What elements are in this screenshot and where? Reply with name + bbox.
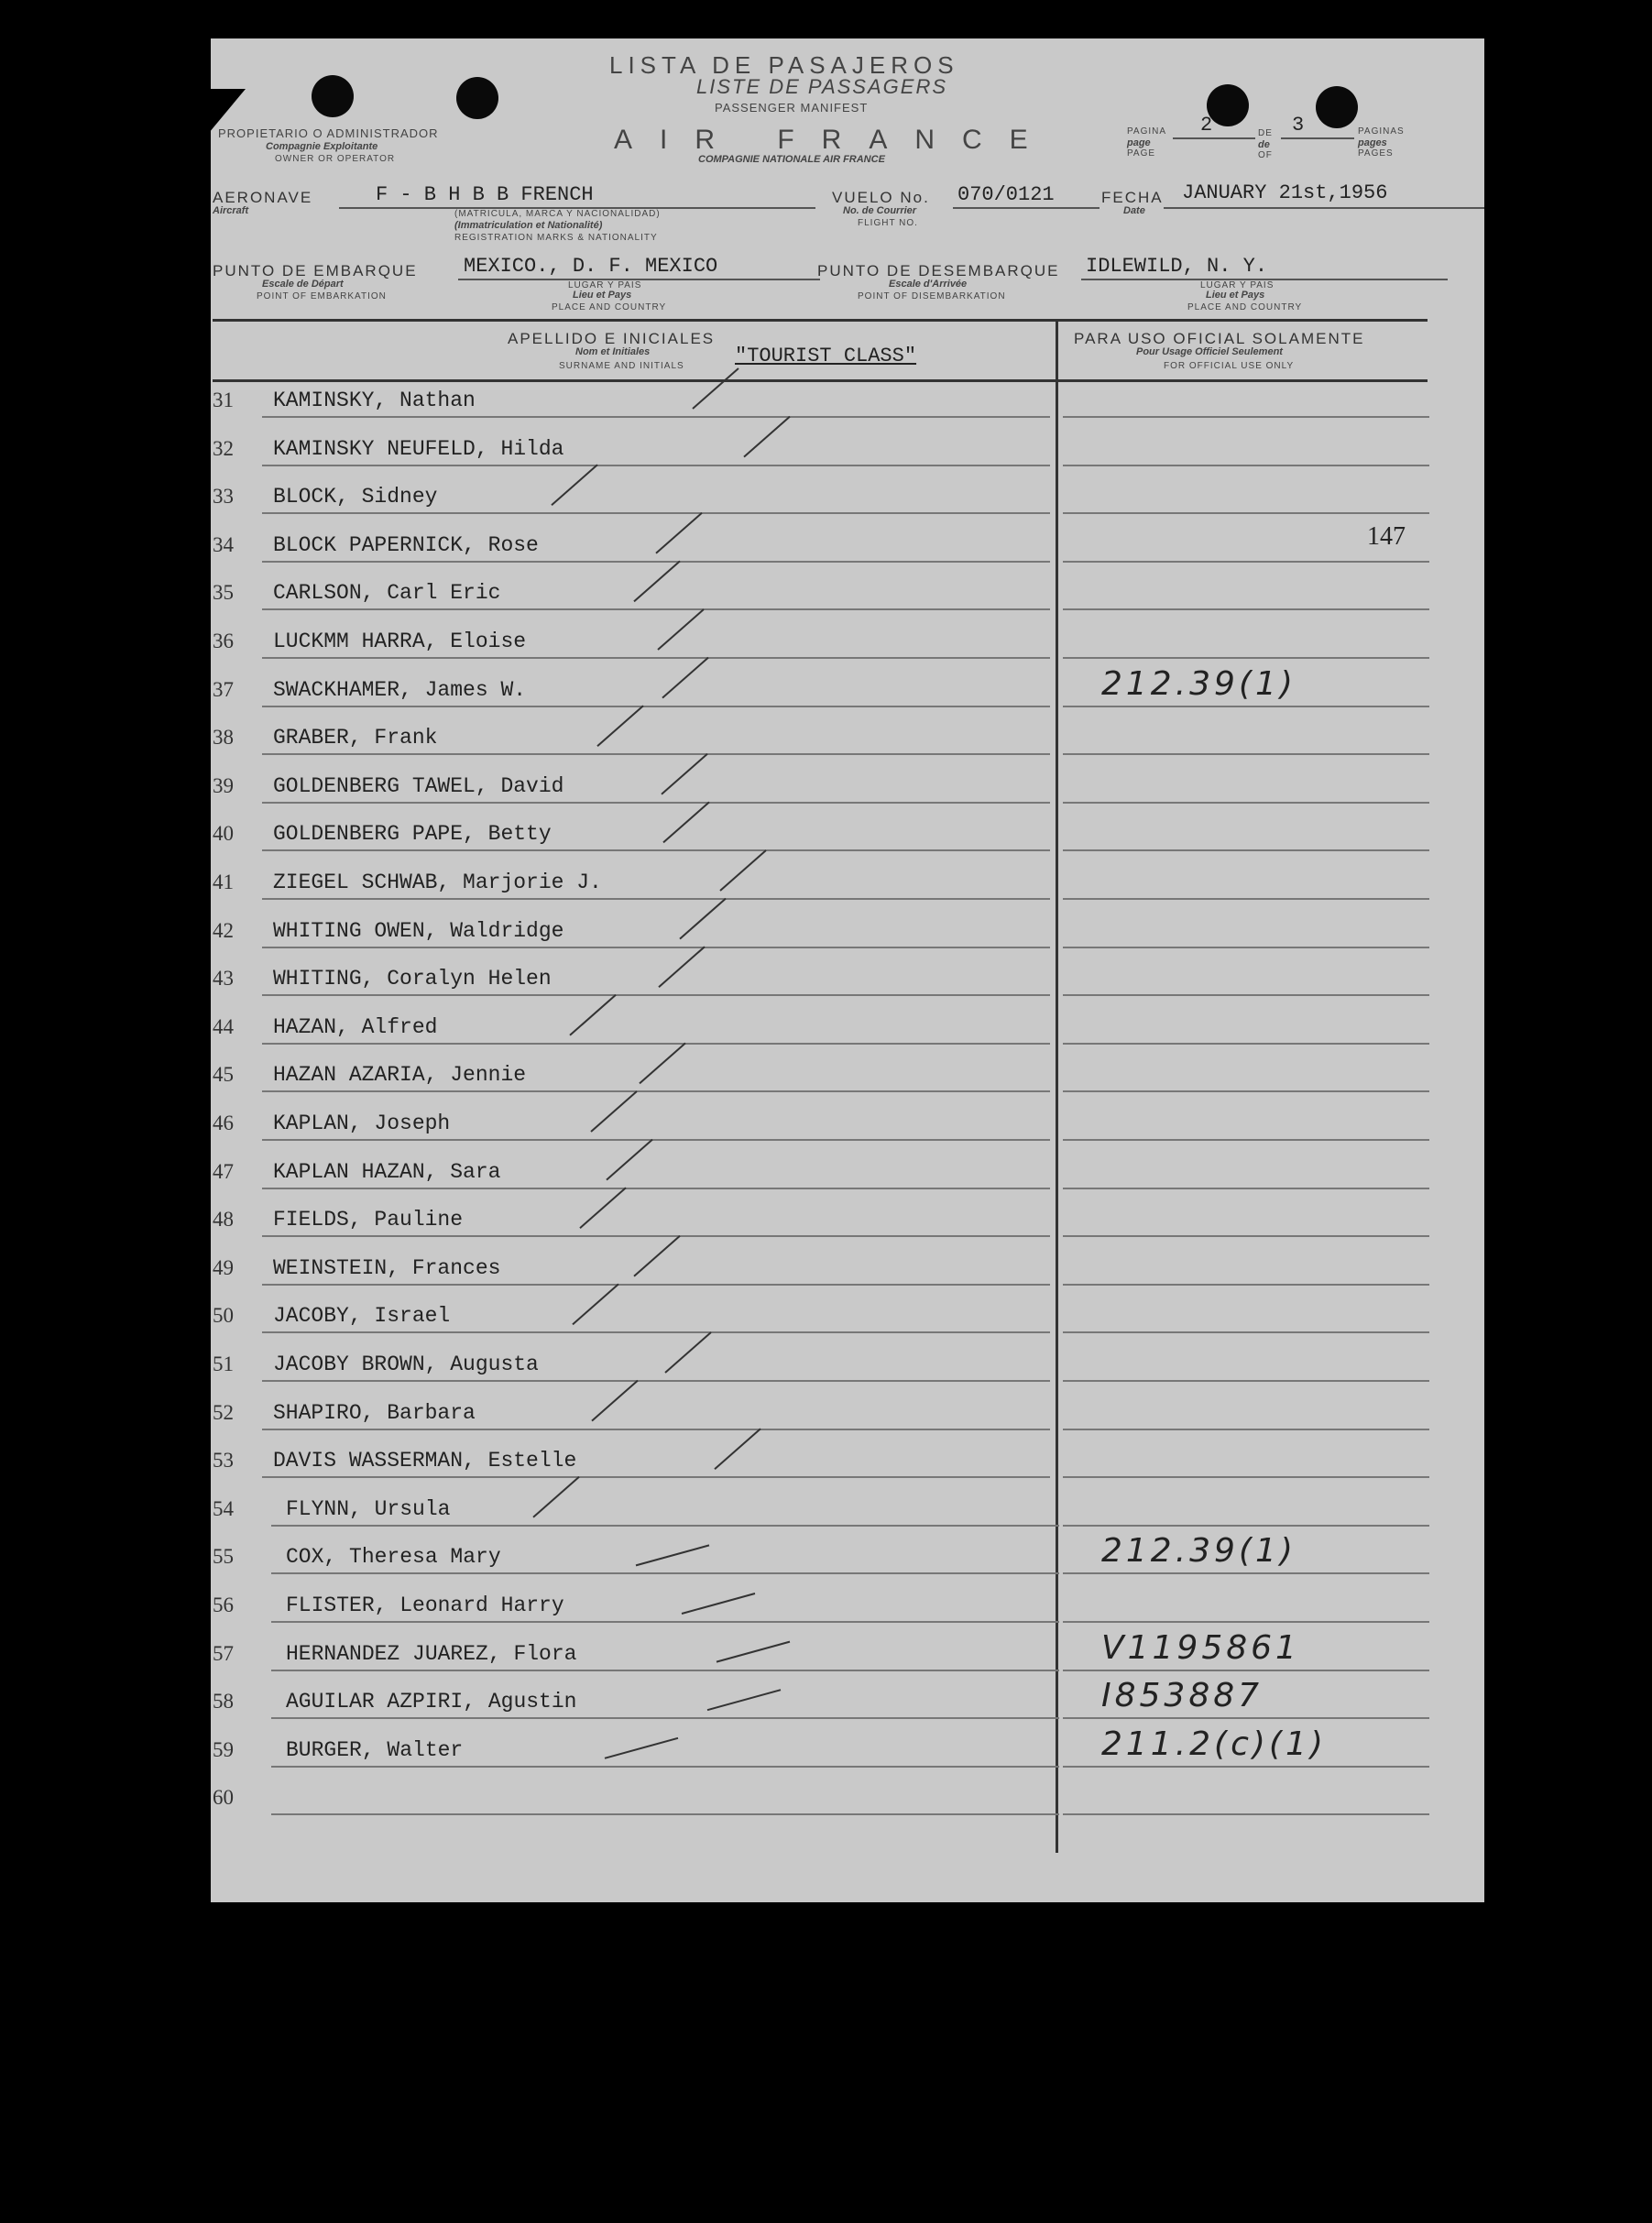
passenger-name: COX, Theresa Mary [286, 1545, 501, 1570]
title-french: LISTE DE PASSAGERS [696, 75, 948, 98]
disembark-place-label-fr: Lieu et Pays [1206, 290, 1265, 301]
check-mark [607, 1140, 652, 1180]
row-number: 38 [213, 726, 234, 750]
flight-number: 070/0121 [957, 183, 1055, 206]
of-label-en: OF [1258, 150, 1273, 160]
owner-label-en: OWNER OR OPERATOR [275, 154, 396, 164]
check-mark [591, 1091, 637, 1132]
passenger-name: WHITING, Coralyn Helen [273, 967, 552, 991]
passenger-name: SWACKHAMER, James W. [273, 677, 527, 702]
embark-place-label-en: PLACE AND COUNTRY [552, 302, 667, 312]
disembarkation-label-fr: Escale d'Arrivée [889, 279, 968, 290]
passenger-name: LUCKMM HARRA, Eloise [273, 630, 527, 653]
check-mark [717, 1642, 790, 1662]
date-label: FECHA [1101, 189, 1164, 206]
owner-label-fr: Compagnie Exploitante [266, 141, 378, 152]
check-mark [659, 947, 705, 987]
check-mark [682, 1593, 755, 1614]
airline-name: AIR FRANCE [614, 125, 1056, 155]
row-number: 53 [213, 1449, 234, 1473]
pages-label-fr: pages [1358, 137, 1387, 148]
disembark-place-label-en: PLACE AND COUNTRY [1187, 302, 1303, 312]
title-english: PASSENGER MANIFEST [715, 101, 869, 115]
flight-number-label-en: FLIGHT NO. [858, 218, 918, 228]
check-mark [634, 1236, 680, 1276]
check-mark [552, 465, 597, 505]
embark-place-label-fr: Lieu et Pays [573, 290, 632, 301]
row-number: 35 [213, 581, 234, 605]
row-number: 39 [213, 773, 234, 797]
row-number: 59 [213, 1737, 234, 1761]
row-number: 36 [213, 630, 234, 652]
passenger-name: GOLDENBERG PAPE, Betty [273, 822, 552, 847]
passenger-name: FIELDS, Pauline [273, 1208, 464, 1232]
row-number: 32 [213, 436, 234, 460]
page-number: 2 [1200, 114, 1213, 137]
passenger-name: KAPLAN, Joseph [273, 1112, 451, 1135]
check-mark [665, 1332, 711, 1373]
passenger-name: CARLSON, Carl Eric [273, 581, 501, 606]
row-number: 56 [213, 1593, 234, 1616]
passenger-name: KAMINSKY NEUFELD, Hilda [273, 436, 564, 461]
check-marks [211, 38, 1484, 1902]
registration-note-fr: (Immatriculation et Nationalité) [454, 220, 603, 231]
embarkation-label-en: POINT OF EMBARKATION [257, 291, 387, 301]
row-number: 46 [213, 1112, 234, 1134]
row-number: 58 [213, 1690, 234, 1714]
passenger-name: BLOCK PAPERNICK, Rose [273, 532, 539, 557]
of-label-fr: de [1258, 139, 1270, 150]
row-number: 37 [213, 677, 234, 701]
owner-label: PROPIETARIO O ADMINISTRADOR [218, 126, 439, 140]
flight-number-label-fr: No. de Courrier [843, 205, 917, 216]
row-number: 48 [213, 1208, 234, 1232]
passenger-name: JACOBY, Israel [273, 1304, 451, 1329]
row-number: 49 [213, 1255, 234, 1279]
surname-header-en: SURNAME AND INITIALS [559, 361, 684, 371]
check-mark [580, 1188, 626, 1228]
official-annotation: V1195861 [1101, 1628, 1300, 1667]
passenger-name: KAPLAN HAZAN, Sara [273, 1159, 501, 1184]
page-label: PAGINA [1127, 126, 1167, 137]
row-number: 51 [213, 1352, 234, 1375]
aircraft-label: AERONAVE [213, 189, 313, 206]
date-label-fr: Date [1123, 205, 1145, 216]
check-mark [533, 1477, 579, 1517]
check-mark [640, 1043, 685, 1083]
passenger-name: ZIEGEL SCHWAB, Marjorie J. [273, 871, 602, 894]
check-mark [597, 706, 643, 746]
official-use-header-fr: Pour Usage Officiel Seulement [1136, 346, 1283, 357]
embark-place-label: LUGAR Y PAIS [568, 280, 642, 290]
of-label: DE [1258, 128, 1273, 138]
passenger-name: FLYNN, Ursula [286, 1496, 451, 1521]
passenger-name: GOLDENBERG TAWEL, David [273, 773, 564, 798]
registration-note-en: REGISTRATION MARKS & NATIONALITY [454, 233, 658, 243]
manifest-sheet [211, 38, 1484, 1902]
passenger-name: SHAPIRO, Barbara [273, 1400, 476, 1425]
passenger-name: DAVIS WASSERMAN, Estelle [273, 1449, 577, 1473]
row-number: 42 [213, 918, 234, 942]
row-number: 34 [213, 532, 234, 556]
official-annotation: 211.2(c)(1) [1101, 1725, 1327, 1763]
check-mark [662, 754, 707, 794]
row-number: 57 [213, 1641, 234, 1665]
passenger-name: AGUILAR AZPIRI, Agustin [286, 1690, 577, 1714]
check-mark [693, 368, 738, 409]
check-mark [720, 850, 766, 891]
pages-label-en: PAGES [1358, 148, 1394, 159]
total-pages: 3 [1292, 114, 1305, 137]
passenger-name: BURGER, Walter [286, 1737, 464, 1762]
surname-header-fr: Nom et Initiales [575, 346, 651, 357]
embarkation-label-fr: Escale de Départ [262, 279, 344, 290]
official-annotation: 212.39(1) [1101, 1532, 1296, 1571]
disembark-place-label: LUGAR Y PAIS [1200, 280, 1275, 290]
check-mark [573, 1284, 618, 1324]
row-number: 47 [213, 1159, 234, 1183]
page-label-en: PAGE [1127, 148, 1156, 159]
check-mark [636, 1545, 709, 1565]
flight-number-label: VUELO No. [832, 189, 930, 206]
passenger-name: HAZAN AZARIA, Jennie [273, 1063, 527, 1088]
passenger-name: WEINSTEIN, Frances [273, 1255, 501, 1280]
check-mark [658, 609, 704, 650]
passenger-name: WHITING OWEN, Waldridge [273, 918, 564, 943]
official-use-header-en: FOR OFFICIAL USE ONLY [1164, 361, 1295, 371]
passenger-name: JACOBY BROWN, Augusta [273, 1352, 539, 1376]
disembarkation-label-en: POINT OF DISEMBARKATION [858, 291, 1006, 301]
row-number: 45 [213, 1063, 234, 1087]
embarkation-point: MEXICO., D. F. MEXICO [464, 255, 718, 278]
aircraft-label-fr: Aircraft [213, 205, 249, 216]
row-number: 52 [213, 1400, 234, 1424]
passenger-name: HERNANDEZ JUAREZ, Flora [286, 1641, 577, 1666]
class-label: "TOURIST CLASS" [735, 345, 917, 367]
surname-header: APELLIDO E INICIALES [508, 330, 716, 347]
flight-date: JANUARY 21st,1956 [1182, 181, 1388, 204]
check-mark [634, 561, 680, 601]
official-annotation: 212.39(1) [1101, 664, 1296, 703]
check-mark [744, 417, 790, 457]
aircraft-registration: F - B H B B FRENCH [376, 183, 594, 206]
passenger-name: GRABER, Frank [273, 726, 438, 750]
disembarkation-label: PUNTO DE DESEMBARQUE [817, 262, 1060, 279]
passenger-name: BLOCK, Sidney [273, 485, 438, 509]
embarkation-label: PUNTO DE EMBARQUE [213, 262, 418, 279]
check-mark [663, 802, 709, 842]
check-mark [605, 1738, 678, 1758]
check-mark [570, 995, 616, 1035]
row-number: 60 [213, 1786, 234, 1810]
title-spanish: LISTA DE PASAJEROS [609, 51, 959, 79]
check-mark [656, 513, 702, 553]
passenger-name: FLISTER, Leonard Harry [286, 1593, 564, 1617]
row-number: 55 [213, 1545, 234, 1569]
row-number: 31 [213, 389, 234, 411]
check-mark [662, 658, 708, 698]
row-number: 54 [213, 1496, 234, 1520]
airline-subtitle: COMPAGNIE NATIONALE AIR FRANCE [698, 154, 885, 165]
passenger-name: KAMINSKY, Nathan [273, 389, 476, 412]
official-annotation: 147 [1367, 521, 1406, 551]
pages-label: PAGINAS [1358, 126, 1405, 137]
check-mark [707, 1690, 781, 1710]
check-mark [592, 1381, 638, 1421]
page-label-fr: page [1127, 137, 1151, 148]
disembarkation-point: IDLEWILD, N. Y. [1086, 255, 1268, 278]
row-number: 40 [213, 822, 234, 846]
row-number: 41 [213, 871, 234, 893]
official-use-header: PARA USO OFICIAL SOLAMENTE [1074, 330, 1365, 347]
check-mark [680, 899, 726, 939]
check-mark [715, 1429, 760, 1469]
row-number: 50 [213, 1304, 234, 1328]
passenger-name: HAZAN, Alfred [273, 1014, 438, 1039]
row-number: 44 [213, 1014, 234, 1038]
official-annotation: I853887 [1101, 1677, 1264, 1715]
row-number: 33 [213, 485, 234, 509]
registration-note: (MATRICULA, MARCA Y NACIONALIDAD) [454, 209, 661, 219]
row-number: 43 [213, 967, 234, 991]
